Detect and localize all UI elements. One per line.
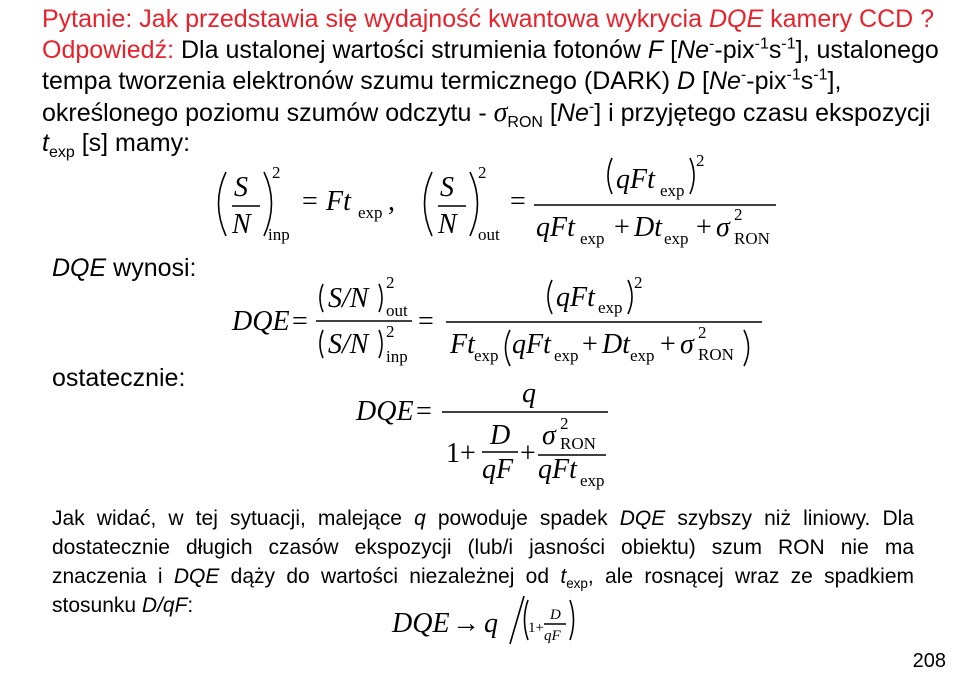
question-label: Pytanie: bbox=[42, 5, 133, 33]
svg-text:exp: exp bbox=[358, 203, 383, 222]
conclusion-line-3: znaczenia i DQE dąży do wartości niezależnej od $t_{exp}$, ale rosnącej wraz ze spadkiem bbox=[52, 565, 914, 592]
answer-label: Odpowiedź: bbox=[42, 36, 175, 64]
svg-text:2: 2 bbox=[478, 163, 487, 182]
svg-text:σ: σ bbox=[680, 329, 694, 360]
svg-text:=: = bbox=[418, 306, 434, 337]
svg-text:2: 2 bbox=[386, 273, 395, 292]
dqe-wynosi-label: DQE wynosi: bbox=[52, 254, 197, 282]
svg-text:2: 2 bbox=[560, 414, 569, 433]
svg-text:1+: 1+ bbox=[528, 620, 544, 636]
svg-text:Dt: Dt bbox=[602, 329, 630, 360]
svg-text:DQE: DQE bbox=[232, 306, 290, 337]
svg-text:exp: exp bbox=[664, 229, 689, 248]
conclusion-line-4: stosunku D/qF: bbox=[52, 594, 194, 617]
svg-text:2: 2 bbox=[386, 322, 395, 341]
svg-text:exp: exp bbox=[554, 346, 579, 365]
svg-text:Ft: Ft bbox=[326, 186, 351, 217]
svg-text:exp: exp bbox=[660, 181, 685, 200]
conclusion-line-1: Jak widać, w tej sytuacji, malejące q powoduje spadek DQE szybszy niż liniowy. Dla bbox=[52, 507, 914, 530]
svg-text:exp: exp bbox=[474, 346, 499, 365]
answer-line-3: określonego poziomu szumów odczytu - $\sigma_{RON}$ [Ne-] i przyjętego czasu ekspozycji bbox=[42, 97, 931, 131]
svg-text:inp: inp bbox=[386, 347, 408, 366]
page-number: 208 bbox=[912, 650, 946, 672]
svg-text:exp: exp bbox=[598, 298, 623, 317]
svg-text:RON: RON bbox=[698, 345, 734, 364]
svg-text:2: 2 bbox=[272, 163, 281, 182]
svg-text:2: 2 bbox=[696, 151, 705, 170]
svg-text:out: out bbox=[386, 301, 408, 320]
svg-text:S/N: S/N bbox=[328, 329, 369, 360]
svg-text:2: 2 bbox=[634, 273, 643, 292]
paren-left bbox=[425, 172, 433, 236]
svg-text:=: = bbox=[416, 396, 432, 427]
svg-text:S/N: S/N bbox=[328, 283, 369, 314]
svg-text:qFt: qFt bbox=[556, 282, 595, 313]
svg-text:N: N bbox=[232, 209, 251, 240]
svg-text:+: + bbox=[460, 438, 476, 469]
svg-text:qF: qF bbox=[544, 628, 561, 644]
answer-line-4: $t_{exp}$ [s] mamy: bbox=[42, 129, 191, 161]
svg-text:exp: exp bbox=[580, 471, 605, 490]
svg-text:DQE: DQE bbox=[392, 608, 450, 639]
answer-line-2: tempa tworzenia elektronów szumu termicznego (DARK) D $[Ne^--pix^{-1}s^{-1}]$, bbox=[42, 66, 842, 95]
svg-text:=: = bbox=[292, 306, 308, 337]
paren-right bbox=[470, 172, 478, 236]
svg-text:S: S bbox=[234, 172, 248, 203]
svg-text:q: q bbox=[484, 608, 498, 639]
svg-text:2: 2 bbox=[698, 323, 707, 342]
svg-text:DQE: DQE bbox=[356, 396, 414, 427]
svg-text:qFt: qFt bbox=[512, 329, 551, 360]
svg-text:qFt: qFt bbox=[536, 212, 575, 243]
answer-line-1: Odpowiedź: Dla ustalonej wartości strumienia fotonów F $[Ne^--pix^{-1}s^{-1}]$, ustalonego bbox=[42, 35, 939, 64]
paren-left bbox=[219, 172, 227, 236]
svg-text:out: out bbox=[478, 225, 500, 244]
svg-text:=: = bbox=[302, 186, 318, 217]
svg-text:D: D bbox=[490, 420, 511, 451]
svg-text:inp: inp bbox=[268, 225, 290, 244]
svg-text:qFt: qFt bbox=[538, 454, 577, 485]
svg-text:D: D bbox=[550, 607, 561, 623]
svg-text:Ft: Ft bbox=[450, 329, 475, 360]
svg-text:N: N bbox=[438, 209, 457, 240]
formula-dqe-final bbox=[355, 378, 608, 490]
svg-text:+: + bbox=[582, 329, 598, 360]
svg-text:2: 2 bbox=[734, 205, 743, 224]
svg-text:→: → bbox=[452, 608, 480, 639]
svg-text:σ: σ bbox=[716, 212, 730, 243]
svg-text:,: , bbox=[388, 186, 395, 217]
formula-snr-output bbox=[425, 151, 777, 248]
svg-text:exp: exp bbox=[630, 346, 655, 365]
svg-text:qF: qF bbox=[482, 454, 514, 485]
svg-text:Dt: Dt bbox=[634, 212, 662, 243]
svg-text:1: 1 bbox=[446, 438, 460, 469]
conclusion-paragraph bbox=[52, 504, 914, 620]
ostatecznie-label: ostatecznie: bbox=[52, 364, 186, 392]
question-line: Pytanie: Jak przedstawia się wydajność kwantowa wykrycia DQE kamery CCD ? bbox=[42, 5, 935, 33]
svg-text:+: + bbox=[696, 212, 712, 243]
svg-text:+: + bbox=[614, 212, 630, 243]
svg-text:+: + bbox=[520, 438, 536, 469]
svg-text:+: + bbox=[660, 329, 676, 360]
svg-text:q: q bbox=[522, 378, 536, 409]
conclusion-line-2: dostatecznie długich czasów ekspozycji (lub/i jasności obiektu) szum RON nie ma bbox=[52, 536, 914, 559]
svg-text:RON: RON bbox=[734, 229, 770, 248]
svg-text:exp: exp bbox=[580, 229, 605, 248]
svg-text:RON: RON bbox=[560, 434, 596, 453]
formula-dqe-definition bbox=[231, 273, 762, 366]
svg-text:S: S bbox=[440, 172, 454, 203]
svg-text:=: = bbox=[510, 186, 526, 217]
svg-text:σ: σ bbox=[542, 420, 556, 451]
formula-snr-input bbox=[219, 163, 396, 244]
svg-text:qFt: qFt bbox=[616, 164, 655, 195]
